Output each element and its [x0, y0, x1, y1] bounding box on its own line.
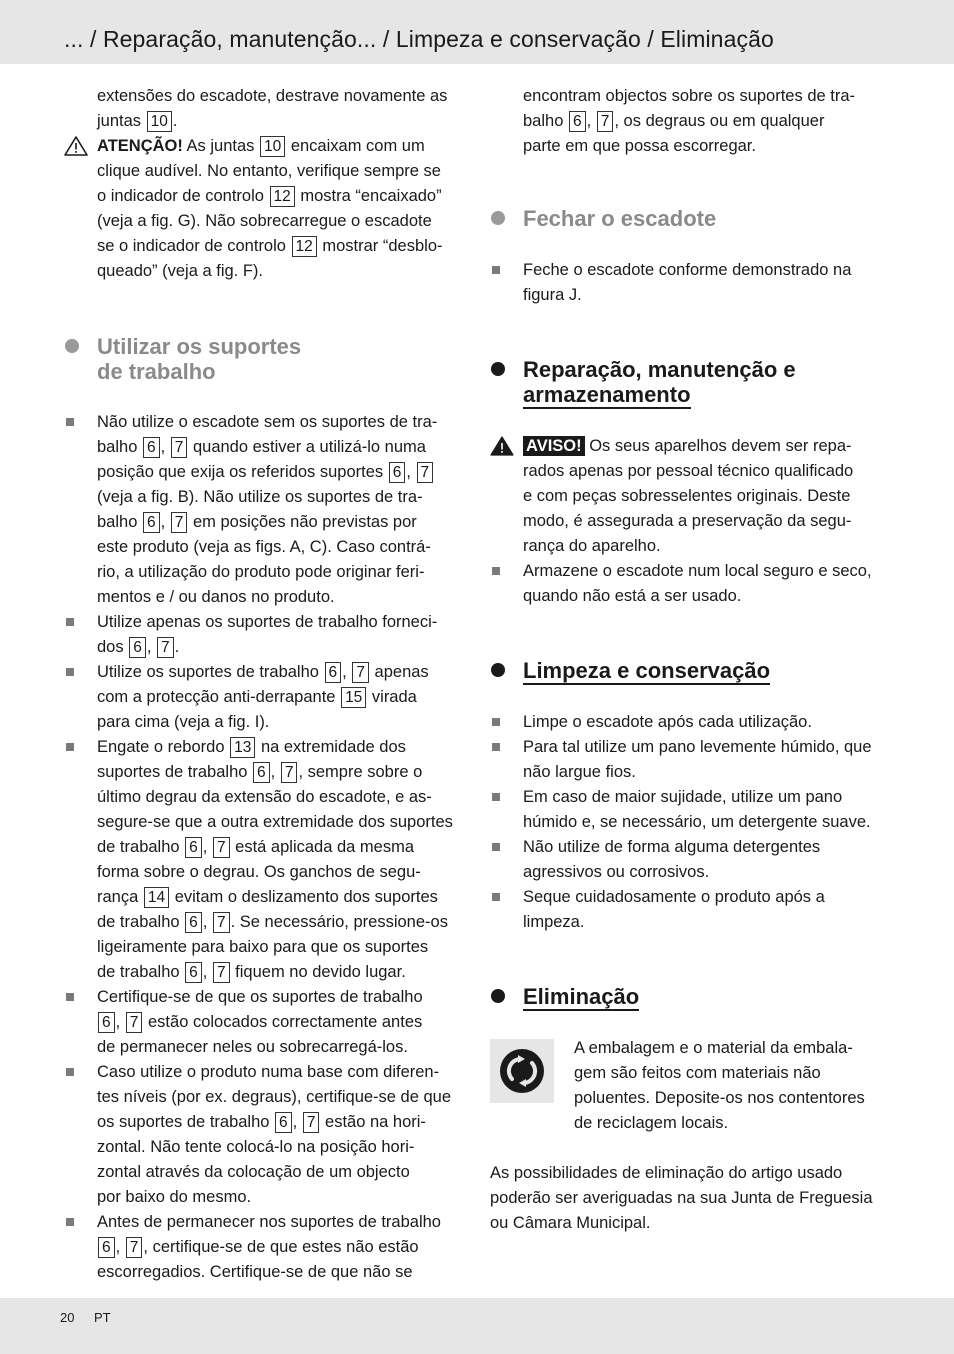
ref-7: 7: [303, 1112, 320, 1133]
list-item: Não utilize de forma alguma detergentes agressivos ou corrosivos.: [490, 835, 890, 885]
ref-6: 6: [185, 912, 202, 933]
green-dot-recycling-icon: [490, 1039, 554, 1103]
ref-10: 10: [147, 111, 172, 132]
ref-7: 7: [352, 662, 369, 683]
square-bullet-icon: [66, 618, 74, 626]
warning-label: AVISO!: [523, 436, 585, 456]
bullet-dot-icon: [491, 989, 505, 1003]
list-item: Em caso de maior sujidade, utilize um pano húmido e, se necessário, um detergente suave.: [490, 785, 890, 835]
bullet-dot-icon: [491, 211, 505, 225]
right-column: [490, 84, 890, 1236]
ref-7: 7: [213, 962, 230, 983]
attention-label: ATENÇÃO!: [97, 137, 183, 155]
list-item: Certifique-se de que os suportes de trabalho 6 , 7 estão colocados correctamente antes de permanecer neles ou sobrecarregá-los.: [64, 985, 464, 1060]
section-heading-disposal: Eliminação: [490, 984, 890, 1009]
ref-6: 6: [569, 111, 586, 132]
ref-7: 7: [281, 762, 298, 783]
ref-7: 7: [417, 462, 434, 483]
ref-10: 10: [260, 136, 285, 157]
square-bullet-icon: [492, 266, 500, 274]
ref-12: 12: [292, 236, 317, 257]
left-column: [64, 84, 464, 1285]
ref-15: 15: [341, 687, 366, 708]
square-bullet-icon: [492, 567, 500, 575]
list-item: Utilize apenas os suportes de trabalho forneci- dos 6 , 7 .: [64, 610, 464, 660]
ref-7: 7: [157, 637, 174, 658]
section-heading-cleaning: Limpeza e conservação: [490, 658, 890, 683]
bullet-dot-icon: [491, 362, 505, 376]
ref-6: 6: [253, 762, 270, 783]
bullet-dot-icon: [65, 339, 79, 353]
page-header: [0, 0, 954, 64]
square-bullet-icon: [66, 668, 74, 676]
list-item: Armazene o escadote num local seguro e seco, quando não está a ser usado.: [490, 559, 890, 609]
ref-6: 6: [185, 962, 202, 983]
ref-7: 7: [213, 837, 230, 858]
ref-6: 6: [143, 437, 160, 458]
ref-7: 7: [597, 111, 614, 132]
attention-note: ATENÇÃO! As juntas 10 encaixam com um clique audível. No entanto, verifique sempre se o indicador de controlo 12 mostra “encaixado” (veja a fig. G). Não sobrecarregue o escadote se o indicador de controlo 12 mostrar “desblo- queado” (veja a fig. F).: [64, 134, 464, 284]
warning-triangle-icon: [490, 436, 514, 456]
square-bullet-icon: [492, 718, 500, 726]
ref-6: 6: [185, 837, 202, 858]
list-item: Não utilize o escadote sem os suportes de tra- balho 6 , 7 quando estiver a utilizá-lo numa posição que exija os referidos suportes 6 , 7 (veja a fig. B). Não utilize os suportes de tra- balho 6 , 7 em posições não previstas por este produto (veja as figs. A, C). Caso contrá- rio, a utilização do produto pode originar feri- mentos e / ou danos no produto.: [64, 410, 464, 610]
square-bullet-icon: [66, 1068, 74, 1076]
warning-note: AVISO! Os seus aparelhos devem ser repa- rados apenas por pessoal técnico qualificado e com peças sobresselentes originais. Deste modo, é assegurada a preservação da segu- rança do aparelho.: [490, 434, 890, 559]
list-item: Para tal utilize um pano levemente húmido, que não largue fios.: [490, 735, 890, 785]
list-item: Utilize os suportes de trabalho 6 , 7 apenas com a protecção anti-derrapante 15 virada para cima (veja a fig. I).: [64, 660, 464, 735]
ref-12: 12: [270, 186, 295, 207]
list-item: Caso utilize o produto numa base com diferen- tes níveis (por ex. degraus), certifique-se de que os suportes de trabalho 6 , 7 estão na hori- zontal. Não tente colocá-lo na posição hori- zontal através da colocação de um objecto por baixo do mesmo.: [64, 1060, 464, 1210]
list-item: Antes de permanecer nos suportes de trabalho 6 , 7 , certifique-se de que estes não estão escorregadios. Certifique-se de que não se: [64, 1210, 464, 1285]
ref-7: 7: [171, 437, 188, 458]
ref-6: 6: [275, 1112, 292, 1133]
recycling-block: [490, 1036, 890, 1136]
square-bullet-icon: [66, 993, 74, 1001]
warning-triangle-icon: [64, 136, 88, 156]
ref-6: 6: [98, 1012, 115, 1033]
packaging-note: A embalagem e o material da embala- gem são feitos com materiais não poluentes. Deposite-os nos contentores de reciclagem locais.: [574, 1039, 865, 1132]
ref-7: 7: [126, 1237, 143, 1258]
list-item: Engate o rebordo 13 na extremidade dos suportes de trabalho 6 , 7 , sempre sobre o último degrau da extensão do escadote, e as- segure-se que a outra extremidade dos suportes de trabalho 6 , 7 está aplicada da mesma forma sobre o degrau. Os ganchos de segu- rança 14 evitam o deslizamento dos suportes de trabalho 6 , 7 . Se necessário, pressione-os ligeiramente para baixo para que os suportes de trabalho 6 , 7 fiquem no devido lugar.: [64, 735, 464, 985]
square-bullet-icon: [492, 793, 500, 801]
ref-6: 6: [389, 462, 406, 483]
ref-6: 6: [143, 512, 160, 533]
list-item: Feche o escadote conforme demonstrado na figura J.: [490, 258, 890, 308]
ref-7: 7: [126, 1012, 143, 1033]
bullet-dot-icon: [491, 663, 505, 677]
ref-6: 6: [129, 637, 146, 658]
square-bullet-icon: [66, 743, 74, 751]
ref-7: 7: [171, 512, 188, 533]
ref-6: 6: [98, 1237, 115, 1258]
ref-7: 7: [213, 912, 230, 933]
page-number: 20: [60, 1310, 75, 1325]
list-item: Seque cuidadosamente o produto após a limpeza.: [490, 885, 890, 935]
continuation-paragraph: encontram objectos sobre os suportes de tra- balho 6 , 7 , os degraus ou em qualquer parte em que possa escorregar.: [523, 87, 856, 155]
continuation-paragraph: extensões do escadote, destrave novamente as juntas 10 .: [97, 87, 448, 130]
disposal-note: As possibilidades de eliminação do artigo usado poderão ser averiguadas na sua Junta de Freguesia ou Câmara Municipal.: [490, 1164, 873, 1232]
section-heading-supports: Utilizar os suportes de trabalho: [64, 334, 464, 384]
square-bullet-icon: [492, 893, 500, 901]
square-bullet-icon: [66, 418, 74, 426]
list-item: Limpe o escadote após cada utilização.: [490, 710, 890, 735]
ref-14: 14: [144, 887, 169, 908]
language-code: PT: [94, 1310, 111, 1325]
ref-6: 6: [325, 662, 342, 683]
square-bullet-icon: [66, 1218, 74, 1226]
page-footer: [0, 1298, 954, 1354]
page-title: ... / Reparação, manutenção... / Limpeza e conservação / Eliminação: [64, 26, 774, 52]
square-bullet-icon: [492, 743, 500, 751]
section-heading-repair: Reparação, manutenção e armazenamento: [490, 357, 890, 407]
section-heading-close: Fechar o escadote: [490, 206, 890, 231]
square-bullet-icon: [492, 843, 500, 851]
ref-13: 13: [230, 737, 255, 758]
